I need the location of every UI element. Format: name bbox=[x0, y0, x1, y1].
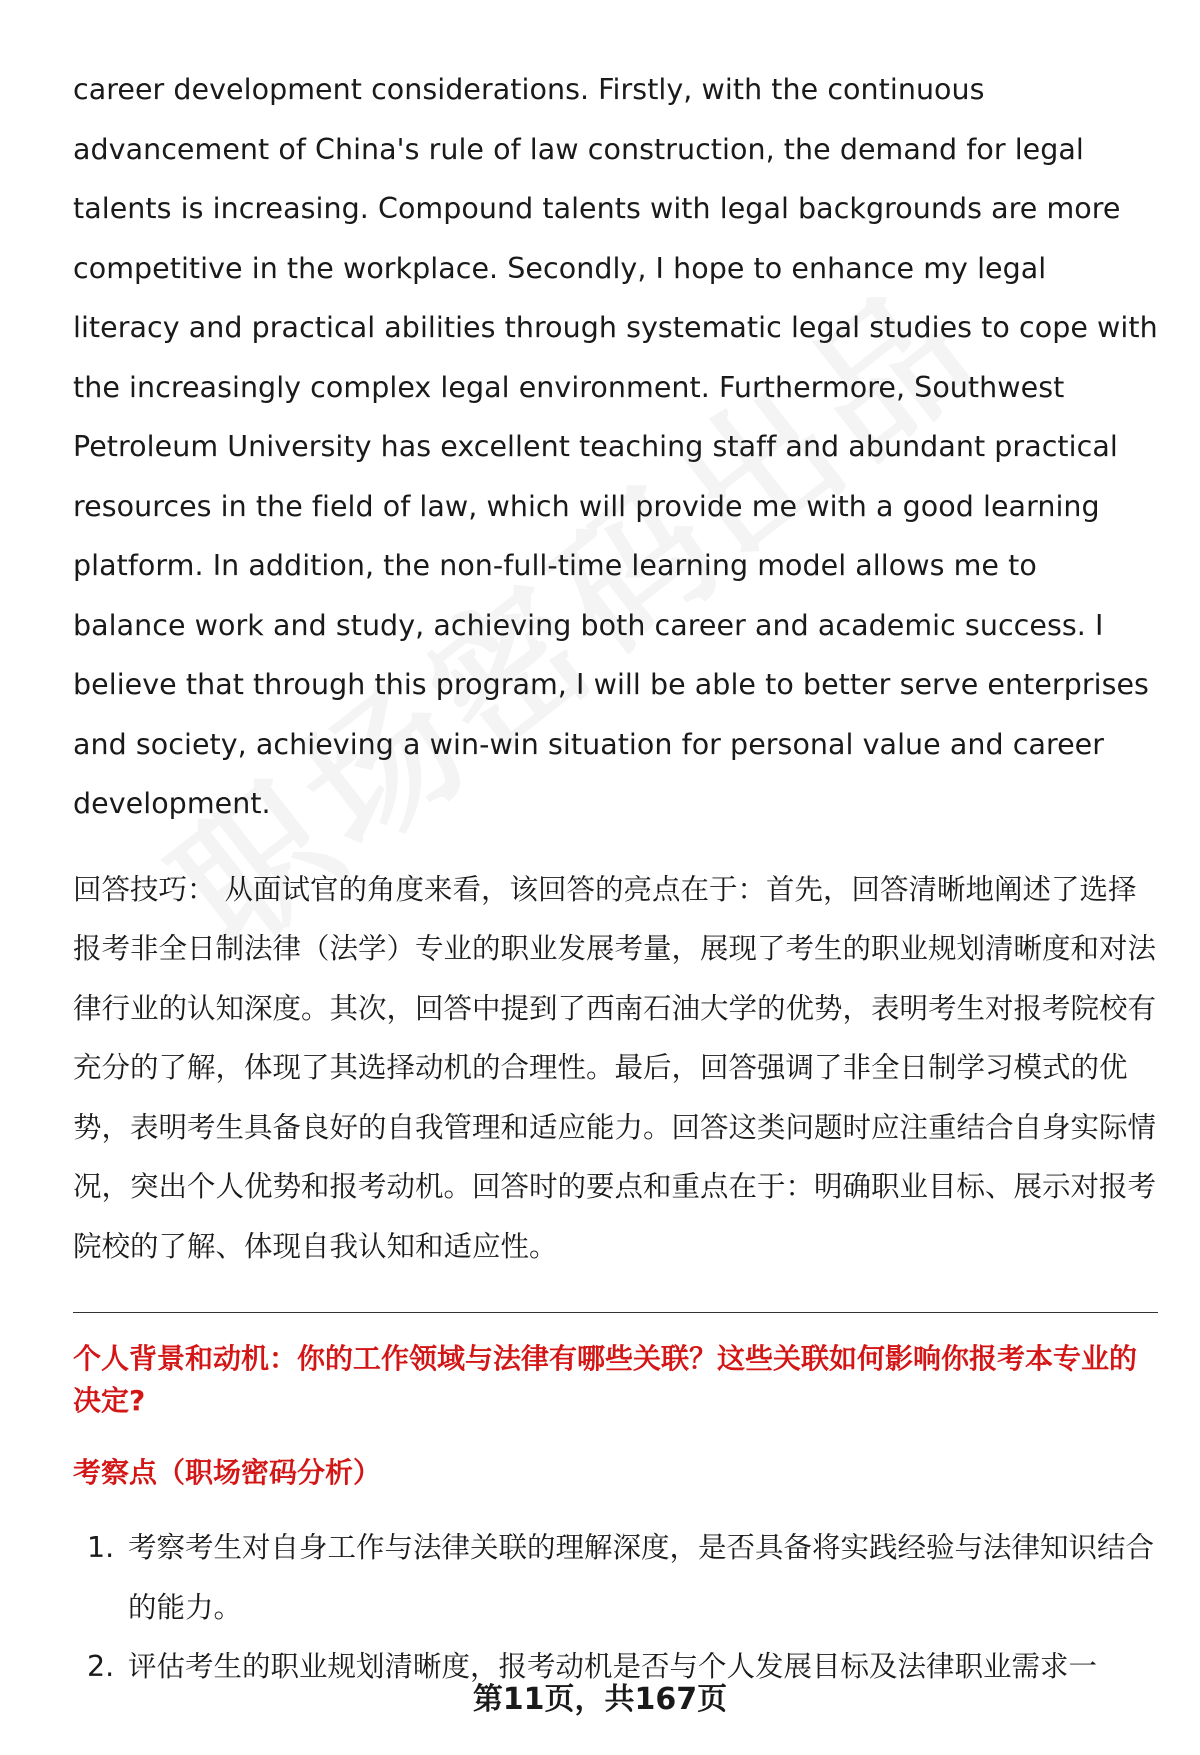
page-footer: 第11页，共167页 bbox=[472, 1682, 728, 1717]
section-heading: 考察点（职场密码分析） bbox=[73, 1456, 382, 1489]
list-item bbox=[73, 1518, 1158, 1637]
list-item-number: 1. bbox=[87, 1531, 115, 1564]
assessment-points-list bbox=[73, 1518, 1158, 1697]
page-content bbox=[73, 60, 1158, 1697]
question-title: 个人背景和动机：你的工作领域与法律有哪些关联？这些关联如何影响你报考本专业的决定? bbox=[73, 1342, 1138, 1417]
section-divider bbox=[73, 1312, 1158, 1313]
answer-tip-paragraph: 回答技巧： 从面试官的角度来看，该回答的亮点在于：首先，回答清晰地阐述了选择报考非全日制法律（法学）专业的职业发展考量，展现了考生的职业规划清晰度和对法律行业的认知深度。其次，回答中提到了西南石油大学的优势，表明考生对报考院校有充分的了解，体现了其选择动机的合理性。最后，回答强调了非全日制学习模式的优势，表明考生具备良好的自我管理和适应能力。回答这类问题时应注重结合自身实际情况，突出个人优势和报考动机。回答时的要点和重点在于：明确职业目标、展示对报考院校的了解、体现自我认知和适应性。 bbox=[73, 872, 1157, 1263]
english-answer-paragraph: career development considerations. Firstly, with the continuous advancement of China's rule of law construction, the demand for legal talents is increasing. Compound talents with legal backgrounds are more competitive in the workplace. Secondly, I hope to enhance my legal literacy and practical abilities through systematic legal studies to cope with the increasingly complex legal environment. Furthermore, Southwest Petroleum University has excellent teaching staff and abundant practical resources in the field of law, which will provide me with a good learning platform. In addition, the non-full-time learning model allows me to balance work and study, achieving both career and academic success. I believe that through this program, I will be able to better serve enterprises and society, achieving a win-win situation for personal value and career development. bbox=[73, 73, 1158, 820]
list-item-text: 评估考生的职业规划清晰度，报考动机是否与个人发展目标及法律职业需求一 bbox=[128, 1650, 1098, 1683]
list-item-text: 考察考生对自身工作与法律关联的理解深度，是否具备将实践经验与法律知识结合的能力。 bbox=[128, 1531, 1155, 1624]
list-item-number: 2. bbox=[87, 1650, 115, 1683]
